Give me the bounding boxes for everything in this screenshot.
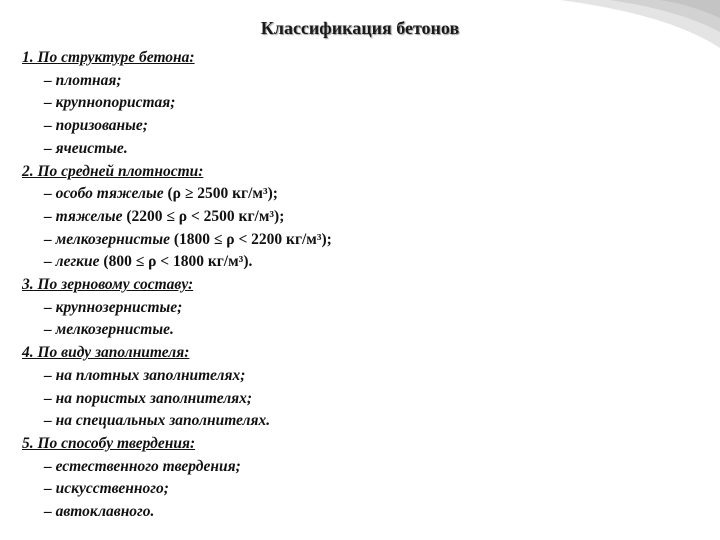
item-text: – крупнозернистые; bbox=[44, 298, 183, 316]
item-text: – на плотных заполнителях; bbox=[44, 366, 246, 384]
density-range: (2200 ≤ ρ < 2500 кг/м³); bbox=[126, 207, 285, 225]
list-item bbox=[22, 206, 712, 229]
list-item bbox=[22, 388, 712, 411]
category-heading: 3. По зерновому составу: bbox=[22, 276, 194, 294]
list-item bbox=[22, 410, 712, 433]
classification-list bbox=[22, 47, 712, 524]
slide-title: Классификация бетонов bbox=[260, 18, 460, 38]
list-item bbox=[22, 138, 712, 161]
item-text: – поризованые; bbox=[44, 117, 148, 135]
item-text: – автоклавного. bbox=[44, 503, 155, 521]
item-text: – мелкозернистые bbox=[44, 230, 174, 248]
list-item bbox=[22, 297, 712, 320]
item-text: – ячеистые. bbox=[44, 139, 128, 157]
list-item bbox=[22, 70, 712, 93]
density-range: (800 ≤ ρ < 1800 кг/м³). bbox=[103, 253, 253, 271]
item-text: – мелкозернистые. bbox=[44, 321, 174, 339]
list-item bbox=[22, 251, 712, 274]
list-item bbox=[22, 501, 712, 524]
category-heading: 4. По виду заполнителя: bbox=[22, 344, 190, 362]
list-item bbox=[22, 365, 712, 388]
category-heading: 5. По способу твердения: bbox=[22, 434, 196, 452]
item-text: – тяжелые bbox=[44, 207, 127, 225]
item-text: – на специальных заполнителях. bbox=[44, 412, 271, 430]
item-text: – плотная; bbox=[44, 71, 122, 89]
list-item bbox=[22, 456, 712, 479]
item-text: – искусственного; bbox=[44, 480, 169, 498]
density-range: (ρ ≥ 2500 кг/м³); bbox=[167, 185, 278, 203]
item-text: – крупнопористая; bbox=[44, 94, 176, 112]
list-item bbox=[22, 92, 712, 115]
category-heading: 1. По структуре бетона: bbox=[22, 49, 195, 66]
density-range: (1800 ≤ ρ < 2200 кг/м³); bbox=[173, 230, 332, 248]
list-item bbox=[22, 115, 712, 138]
item-text: – на пористых заполнителях; bbox=[44, 389, 253, 407]
item-text: – естественного твердения; bbox=[44, 457, 241, 475]
item-text: – легкие bbox=[44, 253, 104, 271]
category-heading: 2. По средней плотности: bbox=[22, 162, 204, 180]
list-item bbox=[22, 478, 712, 501]
list-item bbox=[22, 229, 712, 252]
list-item bbox=[22, 183, 712, 206]
list-item bbox=[22, 319, 712, 342]
item-text: – особо тяжелые bbox=[44, 185, 168, 203]
